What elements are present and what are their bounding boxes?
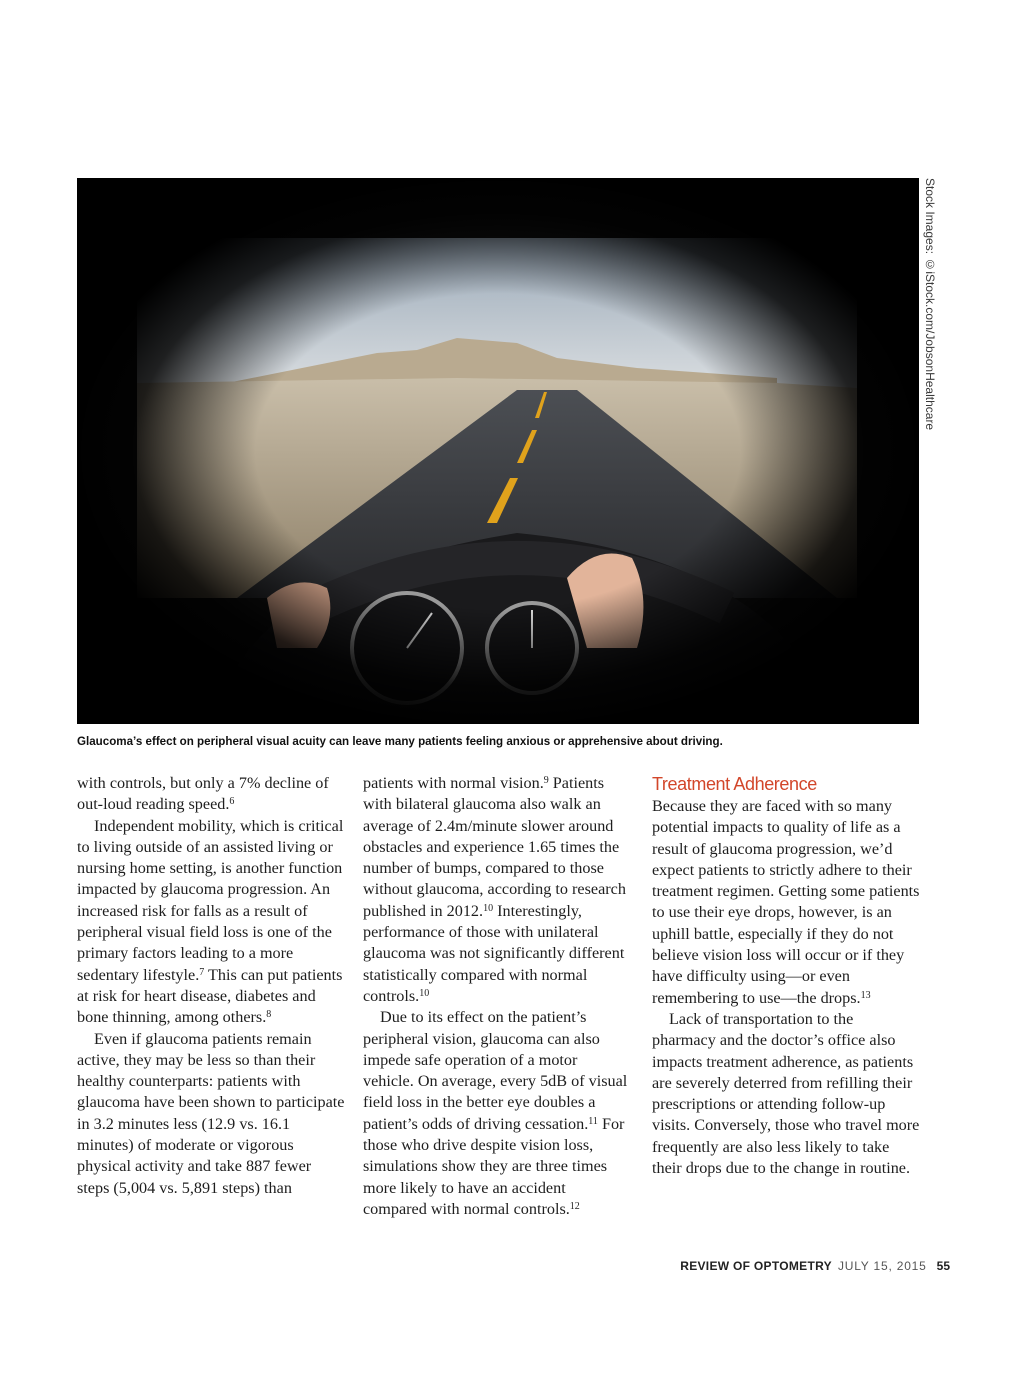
paragraph: Lack of transportation to the pharmacy and the doctor’s office also impacts treatment adherence, as patients are severely deterred from refilling their prescriptions or attending follow-up visits. Conversely, those who travel more frequently are also less likely to take their drops due to the change in routine. — [652, 1009, 920, 1178]
paragraph: with controls, but only a 7% decline of out-loud reading speed.$^6$ — [77, 774, 329, 814]
paragraph: Because they are faced with so many potential impacts to quality of life as a result of glaucoma progression, we’d expect patients to strictly adhere to their treatment regimen. Getting some patients to use their eye drops, however, is an uphill battle, especially if they do not believe vision loss will occur or if they have difficulty using—or even remembering to use—the drops.$^{13}$ — [652, 797, 920, 1007]
paragraph: Independent mobility, which is critical to living outside of an assisted living or nursing home setting, is another function impacted by glaucoma progression. An increased risk for falls as a result of peripheral visual field loss is one of the primary factors leading to a more sedentary lifestyle.$^7$ This can put patients at risk for heart disease, diabetes and bone thinning, among others.$^8$ — [77, 816, 344, 1027]
photo-caption: Glaucoma’s effect on peripheral visual acuity can leave many patients feeling anxious or apprehensive about driving. — [77, 735, 723, 748]
page-number: 55 — [936, 1259, 950, 1273]
section-heading: Treatment Adherence — [652, 774, 817, 794]
page-footer — [680, 1259, 950, 1273]
paragraph: patients with normal vision.$^9$ Patients with bilateral glaucoma also walk an average of 2.4m/minute slower around obstacles and experience 1.65 times the number of bumps, compared to those without glaucoma, according to research published in 2012.10 Interestingly, performance of those with unilateral glaucoma was not significantly different statistically compared with normal controls.$^{10}$ — [363, 774, 626, 1005]
magazine-name: REVIEW OF OPTOMETRY — [680, 1259, 832, 1273]
paragraph: Even if glaucoma patients remain active, they may be less so than their healthy counterparts: patients with glaucoma have been shown to participate in 3.2 minutes less (12.9 vs. 16.1 minutes) of moderate or vigorous physical activity and take 887 fewer steps (5,004 vs. 5,891 steps) than — [77, 1029, 345, 1197]
driving-photo — [77, 178, 919, 724]
photo-credit: Stock Images: ©iStock.com/JobsonHealthcare — [923, 178, 937, 431]
text-column-1 — [77, 773, 345, 1199]
text-column-3 — [652, 773, 920, 1179]
issue-date: JULY 15, 2015 — [837, 1259, 927, 1273]
paragraph: Due to its effect on the patient’s peripheral vision, glaucoma can also impede safe operation of a motor vehicle. On average, every 5dB of visual field loss in the better eye doubles a patient’s odds of driving cessation.$^{11}$ For those who drive despite vision loss, simulations show they are three times more likely to have an accident compared with normal controls.$^{12}$ — [363, 1008, 628, 1218]
text-column-2 — [363, 773, 631, 1220]
road-scene-illustration — [77, 178, 919, 724]
